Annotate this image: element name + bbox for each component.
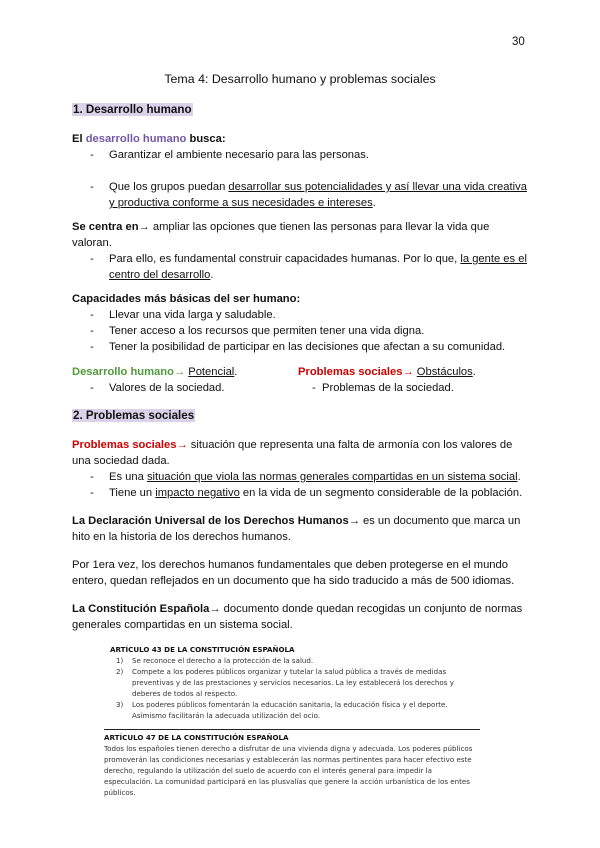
list-item: - Llevar una vida larga y saludable. (90, 309, 276, 321)
obstaculos-block (298, 364, 538, 396)
list-item: 2) Compete a los poderes públicos organizar y tutelar la salud pública a través de medidas preventivas y de las prestaciones y servicios necesarios. La ley establecerá los derechos y deberes de todos al respecto. (116, 667, 454, 698)
busca-block (72, 131, 532, 211)
problemas-def: Problemas sociales→ situación que representa una falta de armonía con los valores de una sociedad dada. (72, 439, 513, 467)
problemas-block (72, 437, 532, 501)
list-item: - Tener acceso a los recursos que permiten tener una vida digna. (90, 325, 425, 337)
capacidades-block (72, 291, 532, 355)
centra-list (72, 251, 532, 283)
article-47-title: ARTÍCULO 47 DE LA CONSTITUCIÓN ESPAÑOLA (104, 733, 289, 742)
section1-heading: 1. Desarrollo humano (73, 103, 192, 116)
potencial-line: Desarrollo humano→ Potencial. (72, 366, 238, 378)
centra-text: Se centra en→ ampliar las opciones que tienen las personas para llevar la vida que valoran. (72, 221, 490, 249)
busca-list (72, 147, 532, 211)
centra-block (72, 219, 532, 283)
list-item: 1) Se reconoce el derecho a la protección de la salud. (116, 656, 314, 665)
capacidades-heading: Capacidades más básicas del ser humano: (72, 293, 301, 305)
potencial-block (72, 364, 302, 396)
list-item: - Tener la posibilidad de participar en las decisiones que afectan a su comunidad. (90, 341, 506, 353)
declaracion-paragraph: La Declaración Universal de los Derechos Humanos→ es un documento que marca un hito en la historia de los derechos humanos. (72, 515, 521, 543)
list-item: - Garantizar el ambiente necesario para las personas. (90, 149, 369, 161)
page-number: 30 (512, 36, 525, 48)
list-item: - Que los grupos puedan desarrollar sus potencialidades y así llevar una vida creativa y productiva conforme a sus necesidades e intereses. (90, 181, 527, 209)
list-item: - Valores de la sociedad. (90, 382, 225, 394)
busca-lead: El desarrollo humano busca: (72, 133, 226, 145)
article-47-text: Todos los españoles tienen derecho a disfrutar de una vivienda digna y adecuada. Los poderes públicos promoverán las condiciones necesarias y establecerán las normas pertinentes para hacer efectivo este derecho, regulando la utilización del suelo de acuerdo con el interés general para impedir la especulación. La comunidad participará en las plusvalías que genere la acción urbanística de los entes públicos. (104, 744, 473, 797)
section2-heading: 2. Problemas sociales (73, 409, 195, 422)
excerpt-divider (104, 729, 480, 730)
article-43-title: ARTÍCULO 43 DE LA CONSTITUCIÓN ESPAÑOLA (110, 645, 295, 654)
list-item: - Tiene un impacto negativo en la vida de un segmento considerable de la población. (90, 487, 523, 499)
capacidades-list (72, 307, 532, 355)
list-item: - Es una situación que viola las normas generales compartidas en un sistema social. (90, 471, 521, 483)
article-43-excerpt (110, 644, 478, 721)
document-title: Tema 4: Desarrollo humano y problemas sociales (164, 72, 436, 86)
list-item: 3) Los poderes públicos fomentarán la educación sanitaria, la educación física y el deporte. Asimismo facilitarán la adecuada utilización del ocio. (116, 700, 448, 720)
article-47-excerpt (104, 732, 482, 798)
obstaculos-line: Problemas sociales→ Obstáculos. (298, 366, 476, 378)
list-item: - Para ello, es fundamental construir capacidades humanas. Por lo que, la gente es el centro del desarrollo. (90, 253, 527, 281)
problemas-list (72, 469, 532, 501)
list-item: - Problemas de la sociedad. (312, 382, 454, 394)
term-desarrollo-humano: desarrollo humano (85, 133, 187, 145)
primera-vez-paragraph: Por 1era vez, los derechos humanos fundamentales que deben protegerse en el mundo entero, quedan reflejados en un documento que ha sido traducido a más de 500 idiomas. (72, 559, 515, 587)
constitucion-paragraph: La Constitución Española→ documento donde quedan recogidas un conjunto de normas generales compartidas en un sistema social. (72, 603, 523, 631)
